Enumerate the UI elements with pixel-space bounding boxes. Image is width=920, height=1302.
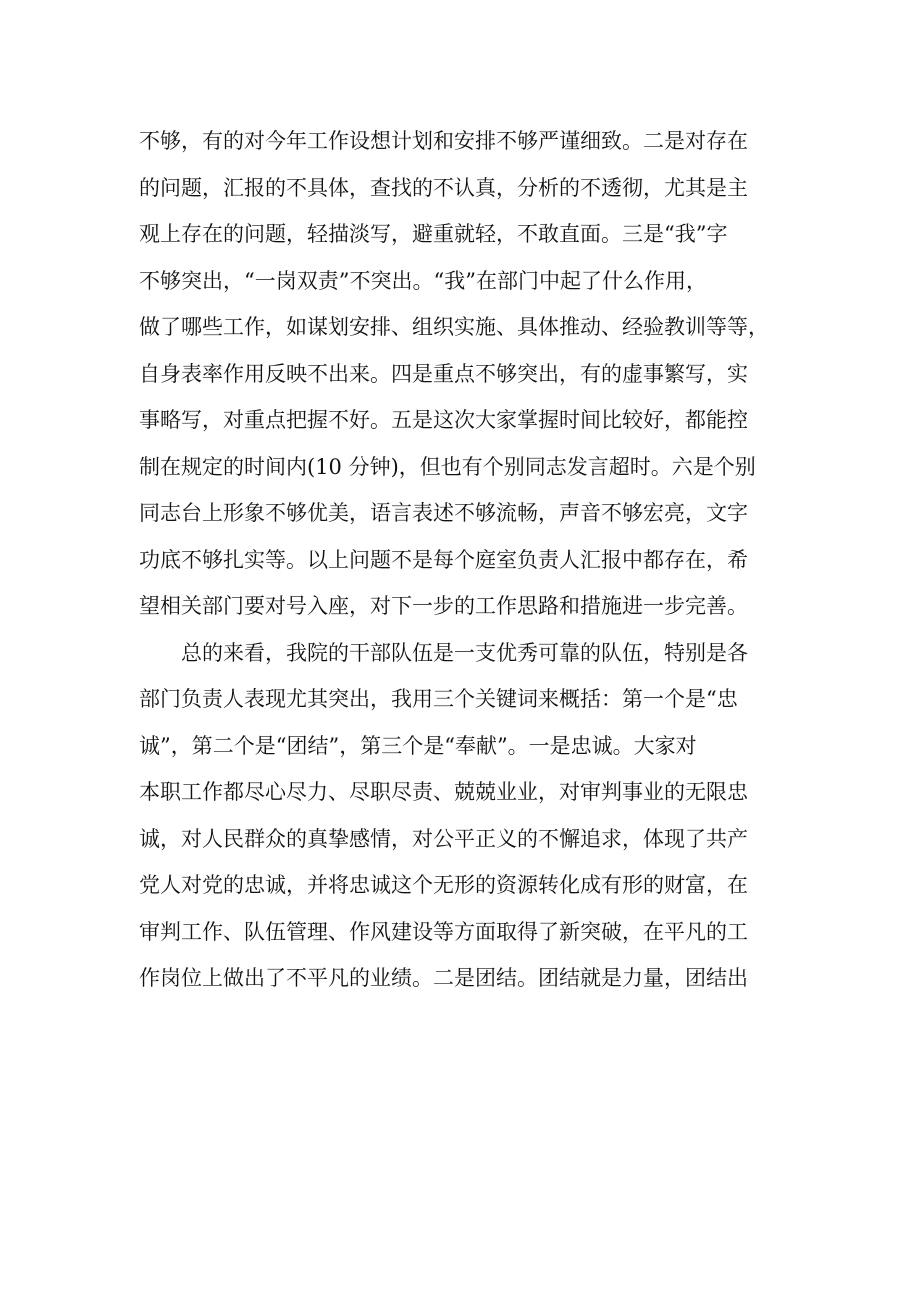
text-line: 制在规定的时间内(10 分钟)，但也有个别同志发言超时。六是个别: [139, 454, 756, 479]
text-line: 审判工作、队伍管理、作风建设等方面取得了新突破，在平凡的工: [139, 919, 748, 944]
paragraph-2: [139, 630, 779, 1002]
document-body: [139, 118, 779, 1002]
text-line: 总的来看，我院的干部队伍是一支优秀可靠的队伍，特别是各: [181, 640, 748, 665]
text-line: 诚”，第二个是“团结”，第三个是“奉献”。一是忠诚。大家对: [139, 733, 697, 758]
text-line: 事略写，对重点把握不好。五是这次大家掌握时间比较好，都能控: [139, 408, 748, 432]
text-line: 作岗位上做出了不平凡的业绩。二是团结。团结就是力量，团结出: [139, 966, 748, 990]
text-line: 本职工作都尽心尽力、尽职尽责、兢兢业业，对审判事业的无限忠: [139, 780, 748, 804]
text-line: 的问题，汇报的不具体，查找的不认真，分析的不透彻，尤其是主: [139, 175, 748, 200]
text-line: 同志台上形象不够优美，语言表述不够流畅，声音不够宏亮，文字: [139, 501, 748, 525]
text-line: 观上存在的问题，轻描淡写，避重就轻，不敢直面。三是“我”字: [139, 222, 728, 246]
text-line: 功底不够扎实等。以上问题不是每个庭室负责人汇报中都存在，希: [139, 547, 748, 572]
text-line: 诚，对人民群众的真挚感情，对公平正义的不懈追求，体现了共产: [139, 826, 748, 851]
text-line: 不够，有的对今年工作设想计划和安排不够严谨细致。二是对存在: [139, 129, 748, 153]
text-line: 部门负责人表现尤其突出，我用三个关键词来概括：第一个是“忠: [139, 687, 738, 711]
text-line: 做了哪些工作，如谋划安排、组织实施、具体推动、经验教训等等，: [139, 315, 769, 339]
paragraph-1: [139, 118, 779, 630]
text-line: 自身表率作用反映不出来。四是重点不够突出，有的虚事繁写，实: [139, 361, 748, 386]
text-line: 望相关部门要对号入座，对下一步的工作思路和措施进一步完善。: [139, 594, 748, 618]
text-line: 不够突出，“一岗双责”不突出。“我”在部门中起了什么作用，: [139, 268, 707, 293]
text-line: 党人对党的忠诚，并将忠诚这个无形的资源转化成有形的财富，在: [139, 873, 748, 897]
